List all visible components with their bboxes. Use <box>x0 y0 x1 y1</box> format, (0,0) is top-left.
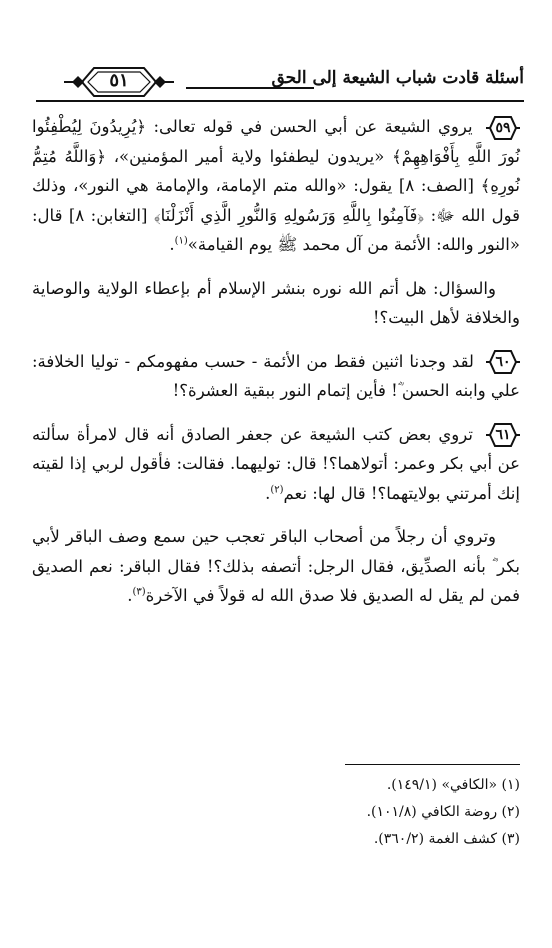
footnote-1: (١) «الكافي» (١٤٩/١). <box>386 777 520 793</box>
page-body <box>32 112 520 625</box>
footnote-ref: (٣) <box>132 586 146 598</box>
footnotes <box>367 772 520 853</box>
footnote-3: (٣) كشف الغمة (٣٦٠/٢). <box>373 831 520 847</box>
question-61: ٦١ تروي بعض كتب الشيعة عن جعفر الصادق أنه قال لامرأة سألته عن أبي بكر وعمر: أتولاهما؟! قال: توليهما. فقالت: فأقول لربي إذا لقيته إنك أمرتني بولايتهما؟! قال لها: نعم$^{(٢)}$. <box>32 420 520 509</box>
question-60 <box>32 347 520 406</box>
question-text: لقد وجدنا اثنين فقط من الأئمة - حسب مفهومكم - توليا الخلافة: علي وابنه الحسن ؓ! فأين إتمام النور ببقية العشرة؟! <box>32 351 520 400</box>
question-text: تروي بعض كتب الشيعة عن جعفر الصادق أنه قال لامرأة سألته عن أبي بكر وعمر: أتولاهما؟! قال: توليهما. فقالت: فأقول لربي إذا لقيته إنك أمرتني بولايتهما؟! قال لها: نعم <box>32 424 520 503</box>
page-number: ٥١ <box>109 70 129 91</box>
page-header <box>36 60 524 100</box>
question-number-badge <box>486 422 520 448</box>
question-number: ٦١ <box>495 427 511 443</box>
question-number-badge <box>486 349 520 375</box>
page-number-ornament <box>64 62 174 102</box>
question-59-follow-up: والسؤال: هل أتم الله نوره بنشر الإسلام أم بإعطاء الولاية والوصاية والخلافة لأهل البيت؟! <box>32 278 520 327</box>
footnote-separator <box>345 764 520 765</box>
running-title: أسئلة قادت شباب الشيعة إلى الحق <box>271 68 524 88</box>
question-number: ٦٠ <box>495 354 511 370</box>
paragraph-text: وتروي أن رجلاً من أصحاب الباقر تعجب حين سمع وصف الباقر لأبي بكر ؓ بأنه الصدِّيق، فقال الرجل: أتصفه بذلك؟! فقال الباقر: نعم الصديق فمن لم يقل له الصديق فلا صدق الله له قولاً في الآخرة <box>32 527 520 605</box>
question-number-badge <box>486 115 520 141</box>
footnote-ref: (٢) <box>270 484 284 495</box>
footnote-ref: (١) <box>174 235 188 247</box>
question-number: ٥٩ <box>495 119 511 136</box>
footnote-2: (٢) روضة الكافي (١٠١/٨). <box>366 804 520 820</box>
question-59: ٥٩ يروي الشيعة عن أبي الحسن في قوله تعالى: ﴿يُرِيدُونَ لِيُطْفِئُوا نُورَ اللَّهِ بِأَفْوَاهِهِمْ﴾ «يريدون ليطفئوا ولاية أمير المؤمنين»، ﴿وَاللَّهُ مُتِمُّ نُورِهِ﴾ [الصف: ٨] يقول: «والله متم الإمامة، والإمامة هي النور»، وذلك قول الله ﷻ: ﴿فَآمِنُوا بِاللَّهِ وَرَسُولِهِ وَالنُّورِ الَّذِي أَنْزَلْنَا﴾ [التغابن: ٨] قال: «النور والله: الأئمة من آل محمد ﷺ يوم القيامة»$^{(١)}$. <box>32 112 520 260</box>
question-61-follow-up: وتروي أن رجلاً من أصحاب الباقر تعجب حين سمع وصف الباقر لأبي بكر ؓ بأنه الصدِّيق، فقال الرجل: أتصفه بذلك؟! فقال الباقر: نعم الصديق فمن لم يقل له الصديق فلا صدق الله له قولاً في الآخرة$^{(٣)}$. <box>32 527 520 605</box>
question-text: يروي الشيعة عن أبي الحسن في قوله تعالى: ﴿يُرِيدُونَ لِيُطْفِئُوا نُورَ اللَّهِ بِأَفْوَاهِهِمْ﴾ «يريدون ليطفئوا ولاية أمير المؤمنين»، ﴿وَاللَّهُ مُتِمُّ نُورِهِ﴾ [الصف: ٨] يقول: «والله متم الإمامة، والإمامة هي النور»، وذلك قول الله ﷻ: ﴿فَآمِنُوا بِاللَّهِ وَرَسُولِهِ وَالنُّورِ الَّذِي أَنْزَلْنَا﴾ [التغابن: ٨] قال: «النور والله: الأئمة من آل محمد ﷺ يوم القيامة» <box>32 117 520 254</box>
